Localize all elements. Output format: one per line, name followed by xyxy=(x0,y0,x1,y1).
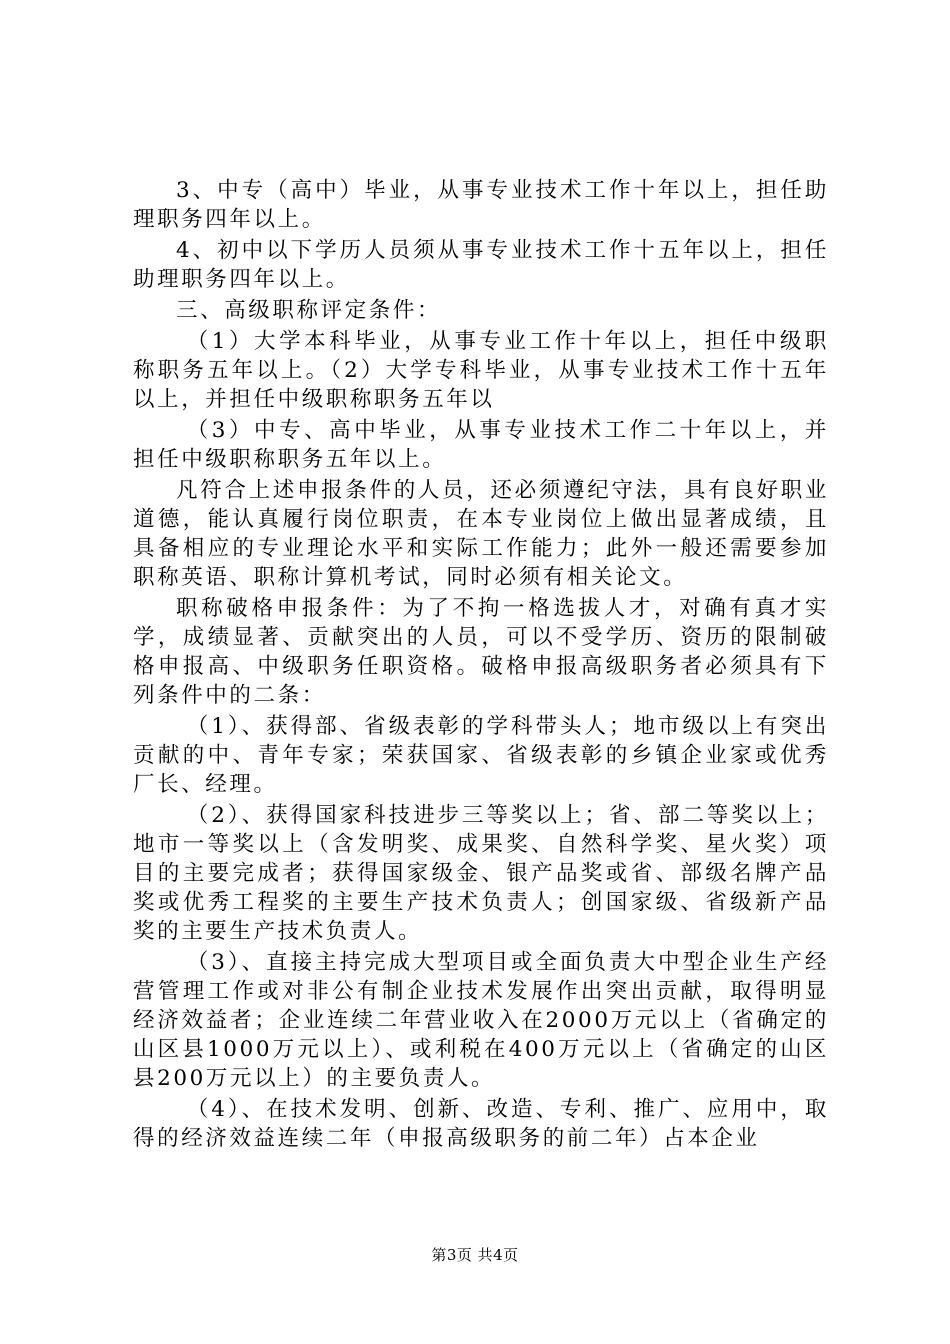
paragraph-exceptional-condition-4: （4）、在技术发明、创新、改造、专利、推广、应用中，取得的经济效益连续二年（申报高级职务的前二年）占本企业 xyxy=(133,1097,829,1151)
paragraph-senior-condition-1-2: （1）大学本科毕业，从事专业工作十年以上，担任中级职称职务五年以上。（2）大学专科毕业，从事专业技术工作十五年以上，并担任中级职称职务五年以 xyxy=(133,329,829,412)
paragraph-exceptional-condition-1: （1）、获得部、省级表彰的学科带头人；地市级以上有突出贡献的中、青年专家；荣获国家、省级表彰的乡镇企业家或优秀厂长、经理。 xyxy=(133,714,829,797)
paragraph-general-requirements: 凡符合上述申报条件的人员，还必须遵纪守法，具有良好职业道德，能认真履行岗位职责，在本专业岗位上做出显著成绩，且具备相应的专业理论水平和实际工作能力；此外一般还需要参加职称英语、职称计算机考试，同时必须有相关论文。 xyxy=(133,478,829,590)
paragraph-exceptional-condition-3: （3）、直接主持完成大型项目或全面负责大中型企业生产经营管理工作或对非公有制企业技术发展作出突出贡献，取得明显经济效益者；企业连续二年营业收入在2000万元以上（省确定的山区县1000万元以上）、或利税在400万元以上（省确定的山区县200万元以上）的主要负责人。 xyxy=(133,950,829,1091)
paragraph-education-junior-high: 4、初中以下学历人员须从事专业技术工作十五年以上，担任助理职务四年以上。 xyxy=(133,238,829,292)
section-heading-senior-title: 三、高级职称评定条件： xyxy=(176,298,442,323)
paragraph-education-technical-secondary: 3、中专（高中）毕业，从事专业技术工作十年以上，担任助理职务四年以上。 xyxy=(133,178,829,232)
page-footer xyxy=(0,1245,950,1265)
page-number-label: 第3页 共4页 xyxy=(431,1246,519,1264)
document-body xyxy=(133,176,829,1155)
paragraph-exceptional-application: 职称破格申报条件：为了不拘一格选拔人才，对确有真才实学，成绩显著、贡献突出的人员，可以不受学历、资历的限制破格申报高、中级职务任职资格。破格申报高级职务者必须具有下列条件中的二条： xyxy=(133,596,829,708)
paragraph-exceptional-condition-2: （2）、获得国家科技进步三等奖以上；省、部二等奖以上；地市一等奖以上（含发明奖、成果奖、自然科学奖、星火奖）项目的主要完成者；获得国家级金、银产品奖或省、部级名牌产品奖或优秀工程奖的主要生产技术负责人；创国家级、省级新产品奖的主要生产技术负责人。 xyxy=(133,803,829,944)
paragraph-senior-condition-3: （3）中专、高中毕业，从事专业技术工作二十年以上，并担任中级职称职务五年以上。 xyxy=(133,418,829,472)
